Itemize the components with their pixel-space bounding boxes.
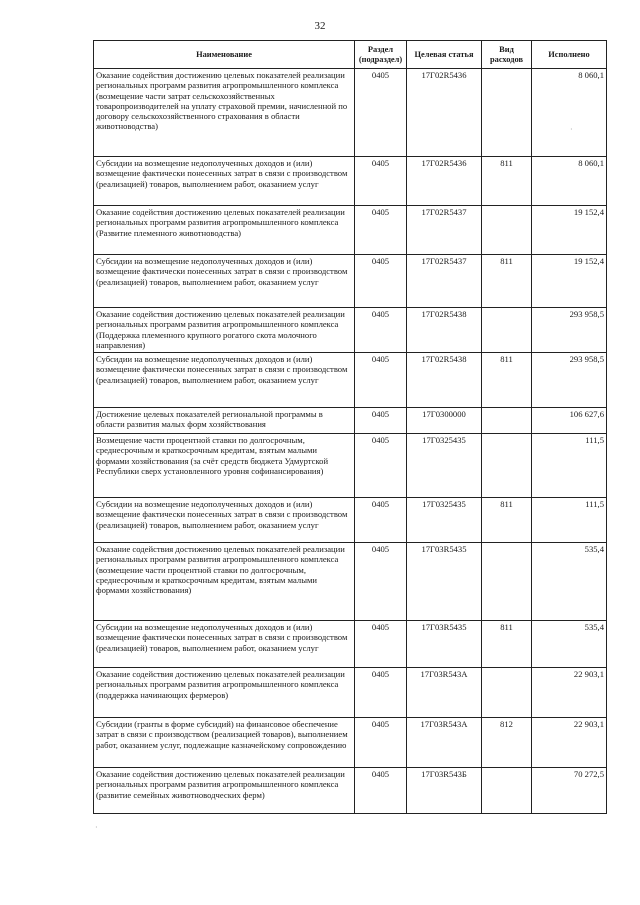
budget-execution-table xyxy=(93,40,607,814)
row-name: Достижение целевых показателей региональной программы в области развития малых форм хозяйствования xyxy=(94,408,355,434)
row-amount: 22 903,1 xyxy=(532,718,607,768)
row-name: Субсидии на возмещение недополученных доходов и (или) возмещение фактически понесенных затрат в связи с производством (реализацией) товаров, выполнением работ, оказанием услуг xyxy=(94,353,355,408)
header-name: Наименование xyxy=(94,41,355,69)
table-row xyxy=(94,543,607,621)
row-section: 0405 xyxy=(355,621,407,668)
table-row xyxy=(94,255,607,308)
row-expense-type: 812 xyxy=(482,718,532,768)
row-target-article: 17Г03R543А xyxy=(407,668,482,718)
row-amount: 8 060,1 xyxy=(532,157,607,206)
table-row xyxy=(94,157,607,206)
row-target-article: 17Г02R5438 xyxy=(407,353,482,408)
row-name: Оказание содействия достижению целевых показателей реализации региональных программ развития агропромышленного комплекса (Поддержка племенного крупного рогатого скота молочного направления) xyxy=(94,308,355,353)
row-name: Субсидии на возмещение недополученных доходов и (или) возмещение фактически понесенных затрат в связи с производством (реализацией) товаров, выполнением работ, оказанием услуг xyxy=(94,255,355,308)
row-section: 0405 xyxy=(355,668,407,718)
row-expense-type: 811 xyxy=(482,353,532,408)
row-amount: 293 958,5 xyxy=(532,353,607,408)
row-expense-type xyxy=(482,768,532,814)
row-expense-type: 811 xyxy=(482,157,532,206)
row-target-article: 17Г02R5436 xyxy=(407,69,482,157)
row-target-article: 17Г03R5435 xyxy=(407,543,482,621)
row-amount: 111,5 xyxy=(532,434,607,498)
row-target-article: 17Г0300000 xyxy=(407,408,482,434)
row-section: 0405 xyxy=(355,69,407,157)
row-section: 0405 xyxy=(355,768,407,814)
row-name: Оказание содействия достижению целевых показателей реализации региональных программ развития агропромышленного комплекса (Развитие племенного животноводства) xyxy=(94,206,355,255)
row-name: Субсидии на возмещение недополученных доходов и (или) возмещение фактически понесенных затрат в связи с производством (реализацией) товаров, выполнением работ, оказанием услуг xyxy=(94,498,355,543)
row-section: 0405 xyxy=(355,718,407,768)
row-section: 0405 xyxy=(355,408,407,434)
table-header-row xyxy=(94,41,607,69)
row-target-article: 17Г02R5437 xyxy=(407,255,482,308)
row-expense-type: 811 xyxy=(482,255,532,308)
row-target-article: 17Г02R5437 xyxy=(407,206,482,255)
row-amount: 535,4 xyxy=(532,621,607,668)
row-expense-type xyxy=(482,308,532,353)
row-name: Субсидии (гранты в форме субсидий) на финансовое обеспечение затрат в связи с производством (реализацией товаров), выполнением работ, оказанием услуг, подлежащие казначейскому сопровождению xyxy=(94,718,355,768)
row-name: Возмещение части процентной ставки по долгосрочным, среднесрочным и краткосрочным кредитам, взятым малыми формами хозяйствования (за счёт средств бюджета Удмуртской Республики сверх установленного уровня софинансирования) xyxy=(94,434,355,498)
table-row xyxy=(94,308,607,353)
row-section: 0405 xyxy=(355,308,407,353)
page-number: 32 xyxy=(314,20,326,32)
row-amount: 19 152,4 xyxy=(532,206,607,255)
header-expense-type: Вид расходов xyxy=(482,41,532,69)
row-name: Оказание содействия достижению целевых показателей реализации региональных программ развития агропромышленного комплекса (развитие семейных животноводческих ферм) xyxy=(94,768,355,814)
row-name: Субсидии на возмещение недополученных доходов и (или) возмещение фактически понесенных затрат в связи с производством (реализацией) товаров, выполнением работ, оказанием услуг xyxy=(94,621,355,668)
table-row xyxy=(94,498,607,543)
row-section: 0405 xyxy=(355,157,407,206)
table-row xyxy=(94,408,607,434)
row-section: 0405 xyxy=(355,353,407,408)
row-target-article: 17Г03R543А xyxy=(407,718,482,768)
row-expense-type xyxy=(482,408,532,434)
table-row xyxy=(94,353,607,408)
row-name: Оказание содействия достижению целевых показателей реализации региональных программ развития агропромышленного комплекса (поддержка начинающих фермеров) xyxy=(94,668,355,718)
table-row xyxy=(94,768,607,814)
row-expense-type xyxy=(482,668,532,718)
row-name: Оказание содействия достижению целевых показателей реализации региональных программ развития агропромышленного комплекса (возмещение части затрат сельскохозяйственных товаропроизводителей на уплату страховой премии, начисленной по договору сельскохозяйственного страхования в области животноводства) xyxy=(94,69,355,157)
row-section: 0405 xyxy=(355,206,407,255)
row-amount: 293 958,5 xyxy=(532,308,607,353)
row-amount: 19 152,4 xyxy=(532,255,607,308)
row-name: Субсидии на возмещение недополученных доходов и (или) возмещение фактически понесенных затрат в связи с производством (реализацией) товаров, выполнением работ, оказанием услуг xyxy=(94,157,355,206)
table-row xyxy=(94,434,607,498)
row-target-article: 17Г02R5436 xyxy=(407,157,482,206)
row-target-article: 17Г02R5438 xyxy=(407,308,482,353)
table-row xyxy=(94,621,607,668)
row-expense-type: 811 xyxy=(482,621,532,668)
row-section: 0405 xyxy=(355,434,407,498)
row-amount: 70 272,5 xyxy=(532,768,607,814)
row-expense-type xyxy=(482,69,532,157)
row-amount: 111,5 xyxy=(532,498,607,543)
row-target-article: 17Г0325435 xyxy=(407,498,482,543)
row-amount: 22 903,1 xyxy=(532,668,607,718)
header-section: Раздел (подраздел) xyxy=(355,41,407,69)
row-target-article: 17Г03R543Б xyxy=(407,768,482,814)
row-section: 0405 xyxy=(355,498,407,543)
scan-speck: · xyxy=(95,823,98,832)
row-expense-type xyxy=(482,206,532,255)
row-amount: 8 060,1 xyxy=(532,69,607,157)
row-amount: 535,4 xyxy=(532,543,607,621)
table-row xyxy=(94,206,607,255)
row-section: 0405 xyxy=(355,255,407,308)
row-amount: 106 627,6 xyxy=(532,408,607,434)
row-target-article: 17Г03R5435 xyxy=(407,621,482,668)
table-row xyxy=(94,69,607,157)
table-row xyxy=(94,718,607,768)
table-row xyxy=(94,668,607,718)
row-expense-type xyxy=(482,543,532,621)
row-name: Оказание содействия достижению целевых показателей реализации региональных программ развития агропромышленного комплекса (возмещение части процентной ставки по долгосрочным, среднесрочным и краткосрочным кредитам, взятым малыми формами хозяйствования) xyxy=(94,543,355,621)
scan-speck: · xyxy=(570,125,573,134)
row-section: 0405 xyxy=(355,543,407,621)
header-target-article: Целевая статья xyxy=(407,41,482,69)
row-target-article: 17Г0325435 xyxy=(407,434,482,498)
header-executed-amount: Исполнено xyxy=(532,41,607,69)
row-expense-type: 811 xyxy=(482,498,532,543)
row-expense-type xyxy=(482,434,532,498)
